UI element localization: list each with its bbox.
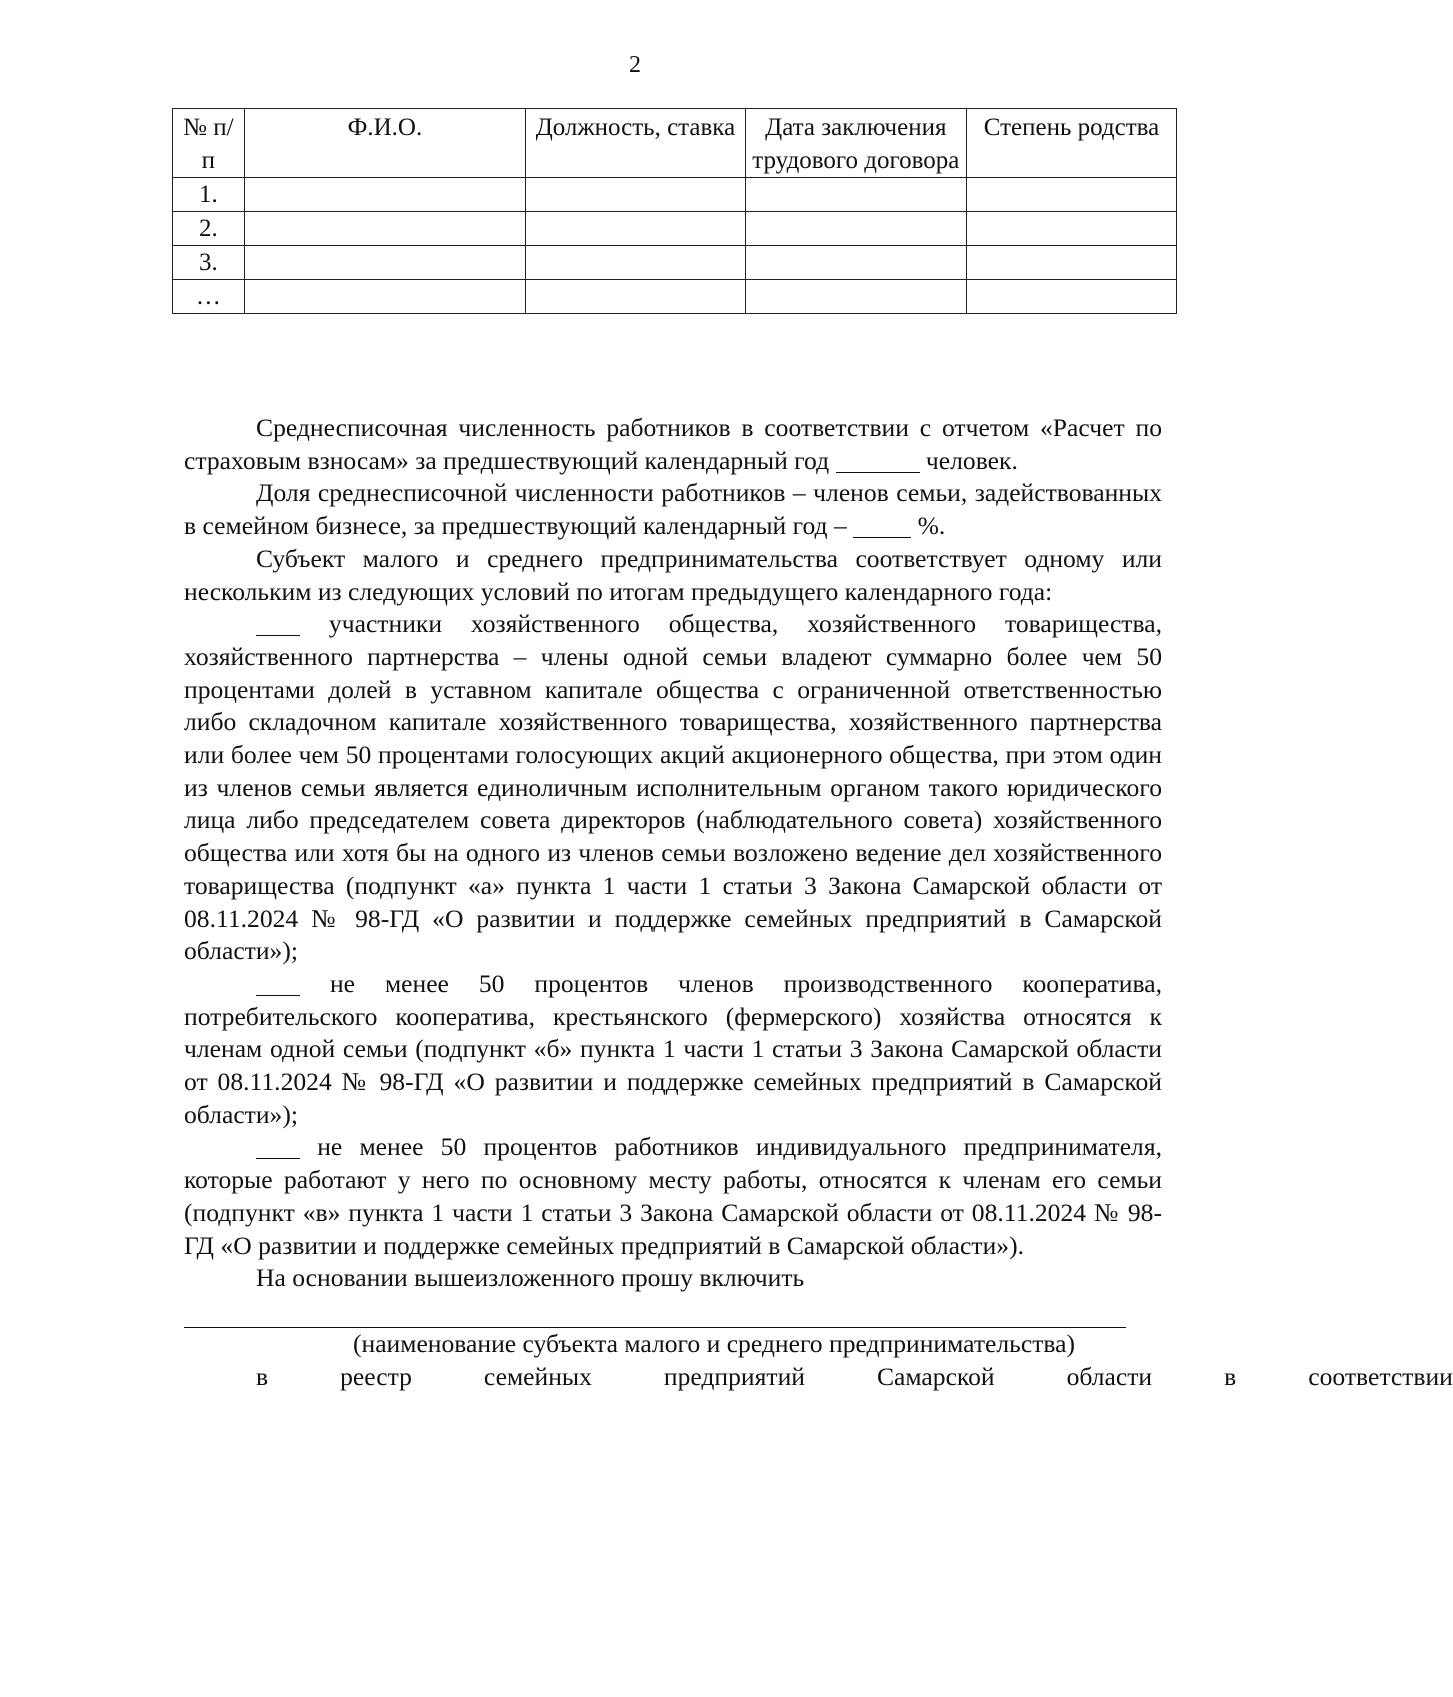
family-share-blank (853, 512, 911, 539)
cell-contract-date (745, 246, 966, 280)
headcount-unit: человек. (925, 445, 1018, 475)
row-number: 2. (173, 212, 245, 246)
condition-c-text: не менее 50 процентов работников индивидуального предпринимателя, которые работают у него по основному месту работы, относятся к членам его семьи (подпункт «в» пункта 1 части 1 статьи 3 Закона Самарской области от 08.11.2024 № 98-ГД «О развитии и поддержке семейных предприятий в Самарской области»). (184, 1132, 1162, 1260)
paragraph-condition-b (184, 968, 1162, 1132)
cell-position (526, 280, 745, 314)
cell-position (526, 246, 745, 280)
cell-fio (244, 178, 526, 212)
cell-fio (244, 280, 526, 314)
headcount-blank (836, 446, 920, 473)
table-row (173, 212, 1177, 246)
registry-word: предприятий (663, 1361, 805, 1391)
condition-b-text: не менее 50 процентов членов производственного кооператива, потребительского кооператива, крестьянского (фермерского) хозяйства относятся к членам одной семьи (подпункт «б» пункта 1 части 1 статьи 3 Закона Самарской области от 08.11.2024 № 98-ГД «О развитии и поддержке семейных предприятий в Самарской области»); (184, 968, 1162, 1129)
paragraph-headcount (184, 412, 1162, 477)
cell-relation (966, 212, 1176, 246)
condition-c-checkbox-blank (256, 1133, 300, 1160)
paragraph-request: На основании вышеизложенного прошу включить (256, 1263, 805, 1293)
entity-name-line (184, 1301, 1126, 1328)
cell-contract-date (745, 280, 966, 314)
paragraph-registry-line (184, 1361, 1453, 1394)
row-number: … (173, 280, 245, 314)
condition-a-checkbox-blank (256, 610, 300, 637)
cell-relation (966, 280, 1176, 314)
condition-b-checkbox-blank (256, 969, 300, 996)
paragraph-condition-a (184, 608, 1162, 968)
headcount-text: Среднесписочная численность работников в соответствии с отчетом «Расчет по страховым взносам» за предшествующий календарный год (184, 413, 1162, 475)
registry-word: соответствии (1308, 1361, 1453, 1391)
header-num: № п/п (173, 109, 245, 178)
table-row (173, 280, 1177, 314)
table-row (173, 246, 1177, 280)
paragraph-family-share (184, 477, 1162, 542)
cell-relation (966, 246, 1176, 280)
entity-name-caption: (наименование субъекта малого и среднего предпринимательства) (352, 1328, 1076, 1358)
header-relation: Степень родства (966, 109, 1176, 178)
row-number: 3. (173, 246, 245, 280)
cell-contract-date (745, 212, 966, 246)
cell-contract-date (745, 178, 966, 212)
paragraph-condition-c (184, 1131, 1162, 1262)
registry-word: области (1066, 1361, 1153, 1391)
registry-word: семейных (483, 1361, 592, 1391)
table-header-row (173, 109, 1177, 178)
registry-word: в (256, 1361, 269, 1391)
family-staff-table (172, 108, 1177, 314)
header-contract-date: Дата заключения трудового договора (745, 109, 966, 178)
registry-word: реестр (340, 1361, 412, 1391)
family-share-text: Доля среднесписочной численности работников – членов семьи, задействованных в семейном бизнесе, за предшествующий календарный год – (184, 478, 1162, 541)
condition-a-text: участники хозяйственного общества, хозяйственного товарищества, хозяйственного партнерства – члены одной семьи владеют суммарно более чем 50 процентами долей в уставном капитале общества с ограниченной ответственностью либо складочном капитале хозяйственного товарищества, хозяйственного партнерства или более чем 50 процентами голосующих акций акционерного общества, при этом один из членов семьи является единоличным исполнительным органом такого юридического лица либо председателем совета директоров (наблюдательного совета) хозяйственного общества или хотя бы на одного из членов семьи возложено ведение дел хозяйственного товарищества (подпункт «а» пункта 1 части 1 статьи 3 Закона Самарской области от 08.11.2024 № 98-ГД «О развитии и поддержке семейных предприятий в Самарской области»); (184, 609, 1163, 966)
cell-position (526, 178, 745, 212)
cell-relation (966, 178, 1176, 212)
registry-word: Самарской (876, 1361, 995, 1391)
cell-fio (244, 212, 526, 246)
family-share-unit: %. (917, 511, 946, 541)
row-number: 1. (173, 178, 245, 212)
table-row (173, 178, 1177, 212)
document-body (184, 412, 1453, 1393)
header-fio: Ф.И.О. (244, 109, 526, 178)
cell-position (526, 212, 745, 246)
cell-fio (244, 246, 526, 280)
registry-word: в (1224, 1361, 1237, 1391)
header-position: Должность, ставка (526, 109, 745, 178)
paragraph-conditions-intro: Субъект малого и среднего предпринимательства соответствует одному или нескольким из следующих условий по итогам предыдущего календарного года: (184, 543, 1162, 606)
page-number: 2 (629, 52, 641, 78)
